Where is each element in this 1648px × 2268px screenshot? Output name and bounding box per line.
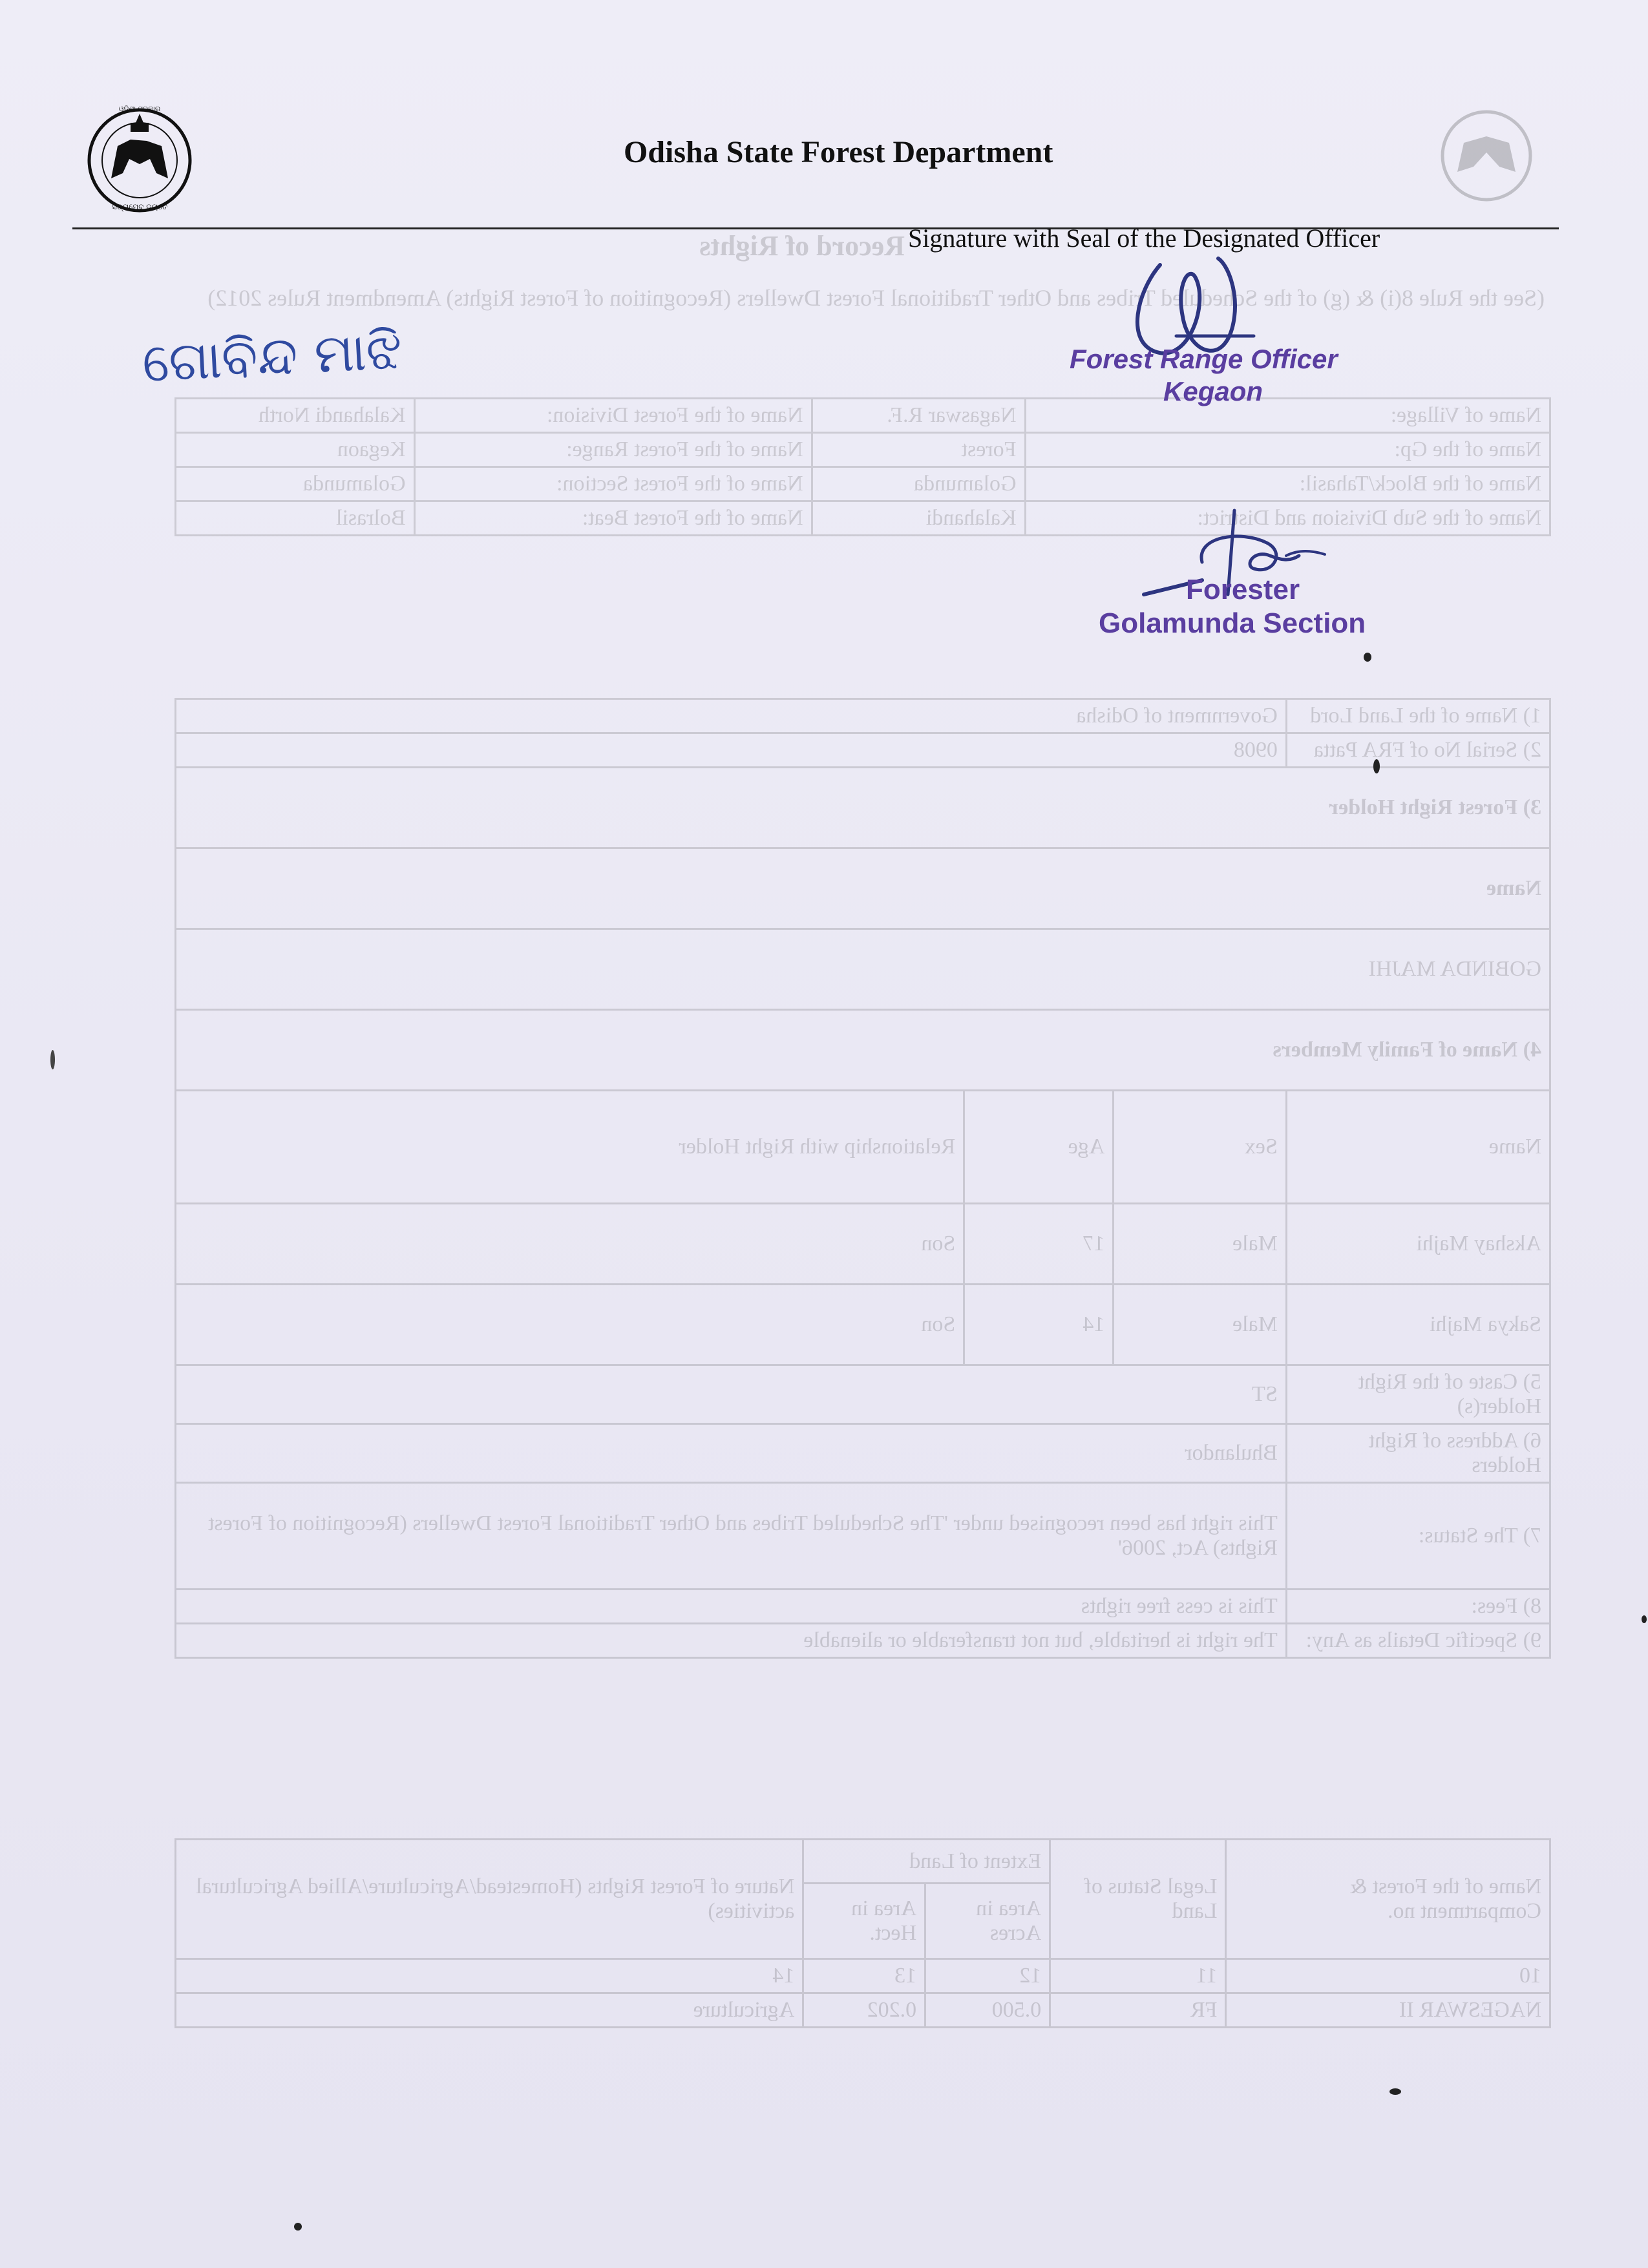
forester-stamp-line1: Forester	[1186, 574, 1300, 605]
forester-stamp-line2: Golamunda Section	[1099, 607, 1366, 639]
scan-speck	[294, 2223, 302, 2231]
faint-seal-icon	[1428, 107, 1545, 204]
scan-speck	[1389, 2088, 1401, 2095]
range-officer-stamp-line1: Forest Range Officer	[1070, 344, 1338, 374]
emblem-text-bottom: ସତ୍ୟମେବ ଜୟତେ	[111, 202, 168, 211]
emblem-text-top: ଓଡ଼ିଶା ସରକାର	[118, 105, 161, 113]
handwritten-name: ଗୋବିନ୍ଦ ମାଝି	[140, 319, 404, 395]
signature-caption: Signature with Seal of the Designated Officer	[908, 224, 1380, 253]
scan-speck	[50, 1050, 55, 1069]
scan-speck	[1373, 759, 1380, 773]
range-officer-stamp-line2: Kegaon	[1163, 376, 1263, 406]
scan-speck	[1642, 1615, 1647, 1623]
page-title: Odisha State Forest Department	[624, 135, 1053, 169]
scan-speck	[1364, 653, 1371, 662]
odisha-state-emblem-icon	[85, 101, 194, 221]
